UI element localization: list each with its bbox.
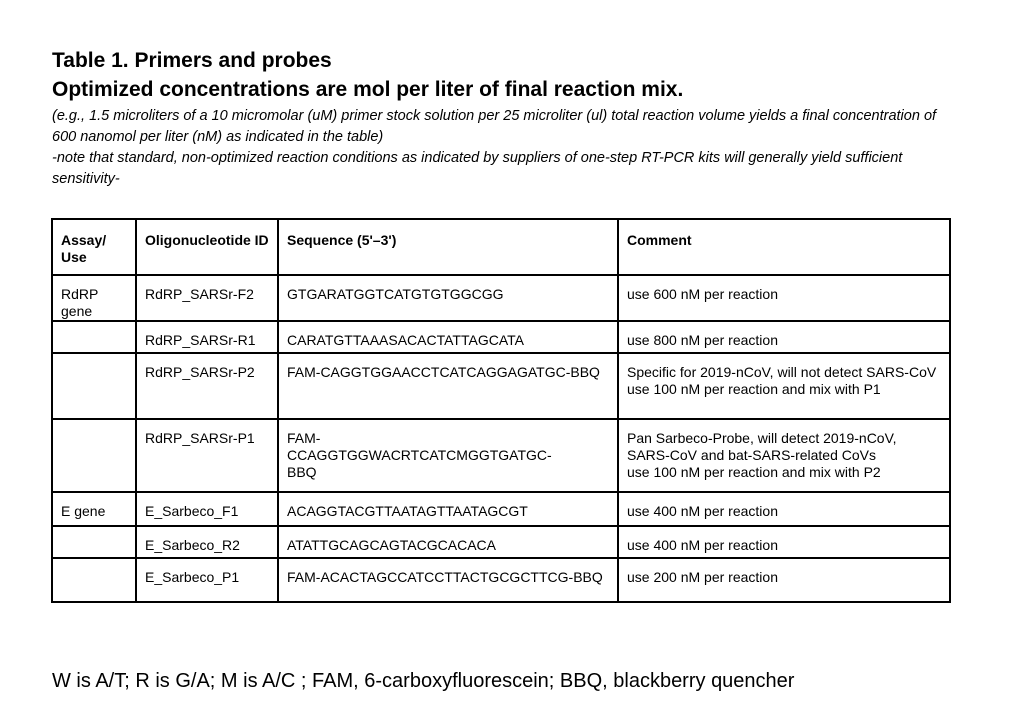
assay-cell: E gene	[52, 492, 136, 526]
assay-cell	[52, 558, 136, 602]
comment-cell: Pan Sarbeco-Probe, will detect 2019-nCoV, SARS-CoV and bat-SARS-related CoVs use 100 nM per reaction and mix with P2	[618, 419, 950, 492]
oligo-id-cell: RdRP_SARSr-F2	[136, 275, 278, 321]
table-row	[52, 321, 950, 353]
table-row	[52, 353, 950, 419]
oligo-id-cell: E_Sarbeco_P1	[136, 558, 278, 602]
assay-cell	[52, 526, 136, 558]
table-row	[52, 419, 950, 492]
table-title: Table 1. Primers and probes	[52, 49, 332, 72]
note-example: (e.g., 1.5 microliters of a 10 micromolar (uM) primer stock solution per 25 microliter (ul) total reaction volume yields a final concentration of 600 nanomol per liter (nM) as indicated in the table)	[52, 108, 937, 145]
oligo-id-cell: RdRP_SARSr-R1	[136, 321, 278, 353]
comment-cell: use 600 nM per reaction	[618, 275, 950, 321]
table-row	[52, 526, 950, 558]
assay-cell	[52, 353, 136, 419]
oligo-id-cell: E_Sarbeco_R2	[136, 526, 278, 558]
oligo-id-cell: E_Sarbeco_F1	[136, 492, 278, 526]
header-comment: Comment	[618, 219, 950, 275]
comment-cell: Specific for 2019-nCoV, will not detect SARS-CoV use 100 nM per reaction and mix with P1	[618, 353, 950, 419]
comment-cell: use 800 nM per reaction	[618, 321, 950, 353]
sequence-cell: CARATGTTAAASACACTATTAGCATA	[278, 321, 618, 353]
assay-cell	[52, 321, 136, 353]
comment-cell: use 400 nM per reaction	[618, 492, 950, 526]
assay-cell: RdRP gene	[52, 275, 136, 321]
abbreviation-footnote: W is A/T; R is G/A; M is A/C ; FAM, 6-carboxyfluorescein; BBQ, blackberry quencher	[52, 670, 795, 692]
sequence-cell: FAM- CCAGGTGGWACRTCATCMGGTGATGC- BBQ	[278, 419, 618, 492]
oligo-id-cell: RdRP_SARSr-P1	[136, 419, 278, 492]
table-subtitle: Optimized concentrations are mol per liter of final reaction mix.	[52, 78, 684, 101]
table-header-row	[52, 219, 950, 275]
header-oligo-id: Oligonucleotide ID	[136, 219, 278, 275]
sequence-cell: FAM-CAGGTGGAACCTCATCAGGAGATGC-BBQ	[278, 353, 618, 419]
comment-cell: use 200 nM per reaction	[618, 558, 950, 602]
sequence-cell: ATATTGCAGCAGTACGCACACA	[278, 526, 618, 558]
table-row	[52, 558, 950, 602]
assay-cell	[52, 419, 136, 492]
note-standard-conditions: -note that standard, non-optimized reaction conditions as indicated by suppliers of one-step RT-PCR kits will generally yield sufficient sensitivity-	[52, 150, 903, 187]
sequence-cell: GTGARATGGTCATGTGTGGCGG	[278, 275, 618, 321]
table-row	[52, 492, 950, 526]
header-assay: Assay/ Use	[52, 219, 136, 275]
sequence-cell: ACAGGTACGTTAATAGTTAATAGCGT	[278, 492, 618, 526]
primers-table	[51, 218, 951, 603]
header-sequence: Sequence (5'–3')	[278, 219, 618, 275]
oligo-id-cell: RdRP_SARSr-P2	[136, 353, 278, 419]
table-row	[52, 275, 950, 321]
comment-cell: use 400 nM per reaction	[618, 526, 950, 558]
notes	[52, 106, 952, 190]
sequence-cell: FAM-ACACTAGCCATCCTTACTGCGCTTCG-BBQ	[278, 558, 618, 602]
